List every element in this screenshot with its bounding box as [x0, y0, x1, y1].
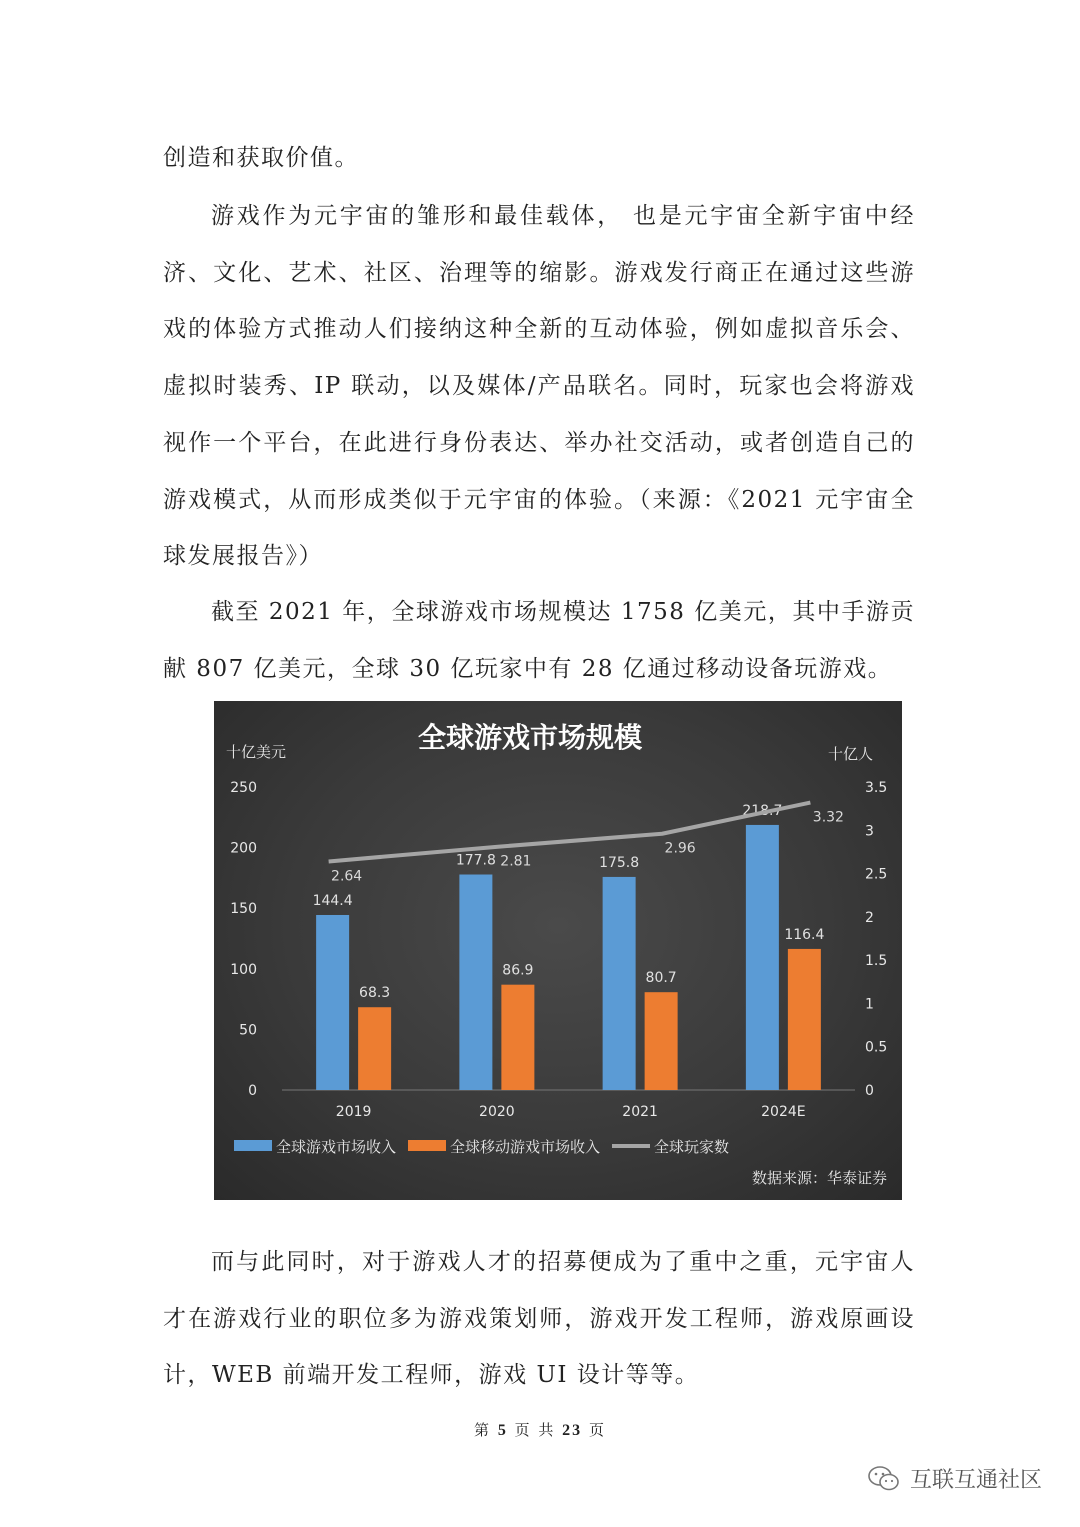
line-player-count: [329, 803, 811, 862]
y2-tick-label: 2.5: [865, 866, 888, 883]
bar-total-revenue: [746, 825, 779, 1090]
wechat-icon: [868, 1465, 900, 1493]
bar-mobile-revenue: [788, 949, 821, 1090]
market-size-chart: [214, 701, 902, 1200]
bar-mobile-revenue: [358, 1007, 391, 1090]
watermark: [868, 1463, 1042, 1494]
x-tick-label: 2021: [622, 1104, 658, 1120]
y2-axis-label: 十亿人: [828, 745, 874, 763]
y2-tick-label: 2: [865, 909, 874, 926]
bar-data-label: 144.4: [312, 892, 353, 909]
bar-data-label: 175.8: [599, 854, 640, 871]
y-tick-label: 150: [230, 901, 257, 918]
bar-total-revenue: [603, 877, 636, 1090]
line-data-label: 2.64: [331, 868, 363, 885]
bar-data-label: 218.7: [742, 802, 783, 819]
x-tick-label: 2019: [335, 1104, 372, 1120]
y2-tick-label: 1: [865, 996, 874, 1013]
footer-total-pages: 23: [562, 1422, 583, 1439]
bar-data-label: 68.3: [359, 985, 391, 1002]
bar-total-revenue: [459, 875, 492, 1090]
y2-tick-label: 3: [865, 823, 874, 840]
bar-total-revenue: [316, 915, 349, 1090]
y2-tick-label: 0: [865, 1083, 874, 1099]
paragraph-2: 游戏作为元宇宙的雏形和最佳载体， 也是元宇宙全新宇宙中经济、文化、艺术、社区、治理等的缩影。游戏发行商正在通过这些游戏的体验方式推动人们接纳这种全新的互动体验，例如虚拟音乐会、虚拟时装秀、IP 联动，以及媒体/产品联名。同时，玩家也会将游戏视作一个平台，在此进行身份表达、举办社交活动，或者创造自己的游戏模式，从而形成类似于元宇宙的体验。（来源：《2021 元宇宙全球发展报告》）: [163, 203, 915, 570]
y2-tick-label: 0.5: [865, 1039, 888, 1056]
bar-mobile-revenue: [501, 985, 534, 1090]
x-tick-label: 2020: [479, 1104, 515, 1120]
bar-data-label: 177.8: [455, 852, 496, 869]
bar-data-label: 116.4: [784, 926, 825, 943]
chart-svg: [214, 701, 902, 1200]
bar-mobile-revenue: [645, 992, 678, 1090]
legend-swatch: [234, 1140, 272, 1151]
legend-swatch: [408, 1140, 446, 1151]
y-axis-label: 十亿美元: [226, 743, 287, 761]
watermark-text: 互联互通社区: [909, 1468, 1042, 1493]
paragraph-4: 而与此同时，对于游戏人才的招募便成为了重中之重，元宇宙人才在游戏行业的职位多为游戏策划师，游戏开发工程师，游戏原画设计，WEB 前端开发工程师，游戏 UI 设计等等。: [163, 1249, 915, 1389]
y2-tick-label: 3.5: [865, 780, 888, 796]
footer-prefix: 第: [474, 1421, 492, 1439]
chart-title: 全球游戏市场规模: [417, 721, 643, 754]
legend-label: 全球移动游戏市场收入: [450, 1138, 601, 1156]
footer-page-number: 5: [497, 1422, 508, 1439]
x-tick-label: 2024E: [761, 1104, 806, 1120]
page-footer: [0, 1419, 1080, 1440]
y-tick-label: 200: [230, 840, 257, 857]
paragraph-1: 创造和获取价值。: [163, 145, 359, 171]
legend-label: 全球游戏市场收入: [276, 1138, 397, 1156]
y-tick-label: 100: [230, 961, 257, 978]
y-tick-label: 50: [239, 1022, 257, 1039]
footer-mid: 页 共: [514, 1421, 556, 1439]
y2-tick-label: 1.5: [865, 953, 888, 970]
paragraph-3: 截至 2021 年，全球游戏市场规模达 1758 亿美元，其中手游贡献 807 亿美元，全球 30 亿玩家中有 28 亿通过移动设备玩游戏。: [163, 599, 915, 682]
footer-suffix: 页: [588, 1421, 606, 1439]
y-tick-label: 0: [248, 1083, 257, 1099]
line-data-label: 2.96: [664, 840, 696, 857]
bar-data-label: 86.9: [502, 962, 534, 979]
line-data-label: 2.81: [500, 853, 532, 870]
line-data-label: 3.32: [812, 809, 844, 826]
bar-data-label: 80.7: [645, 970, 677, 987]
chart-source: 数据来源：华泰证券: [751, 1169, 887, 1187]
y-tick-label: 250: [230, 780, 257, 796]
legend-label: 全球玩家数: [654, 1138, 730, 1156]
